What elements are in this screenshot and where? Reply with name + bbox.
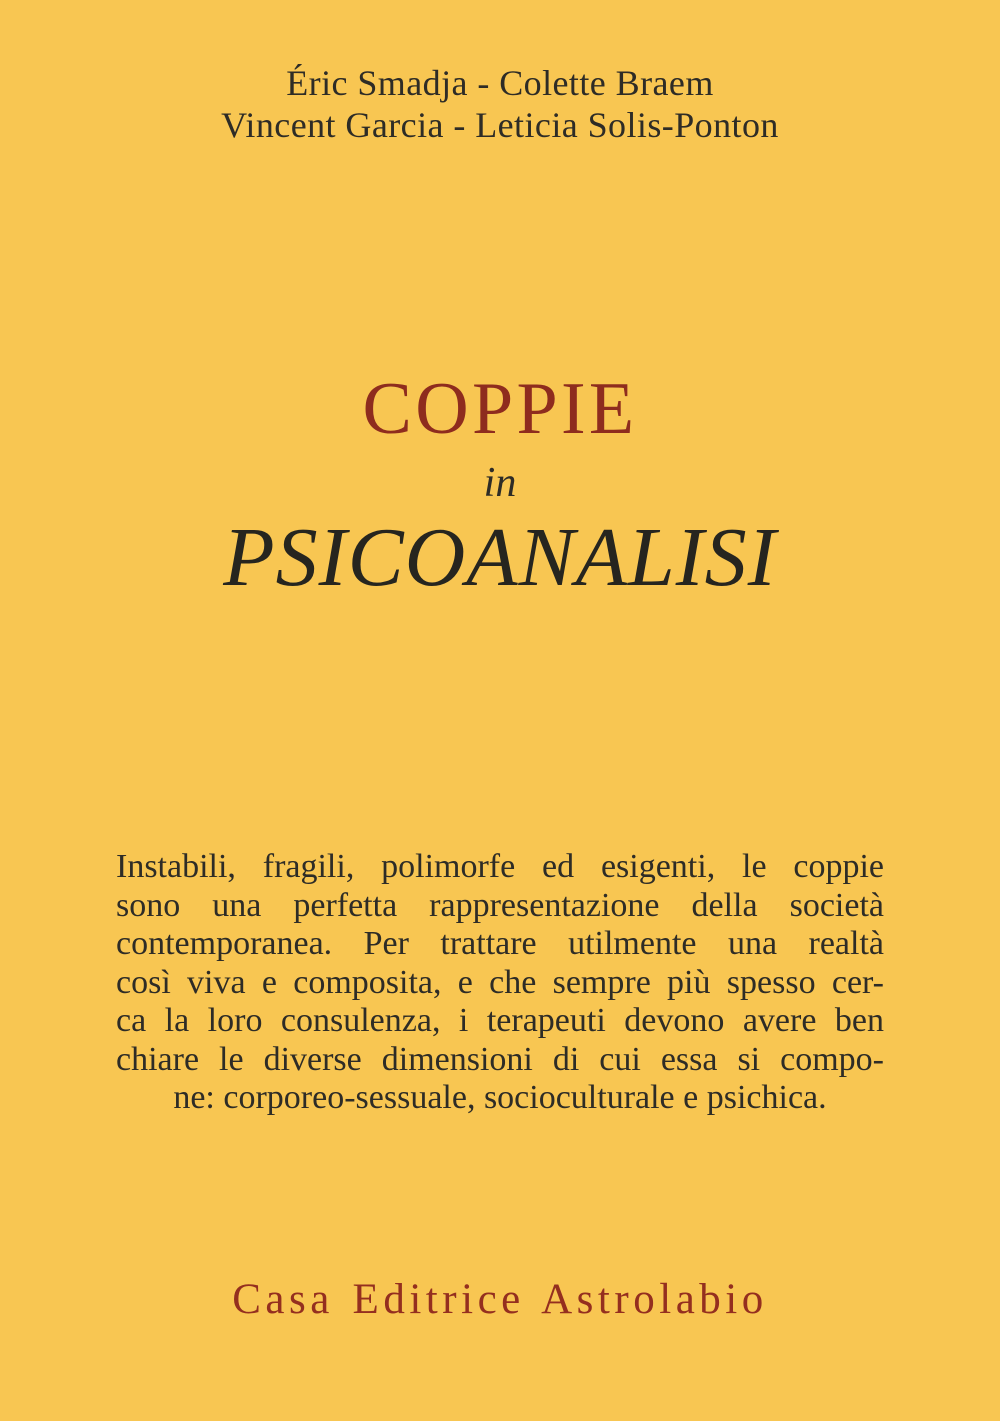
publisher-name: Casa Editrice Astrolabio xyxy=(232,1275,768,1323)
blurb-line: ne: corporeo-sessuale, socioculturale e psichica. xyxy=(173,1079,827,1117)
blurb-line: Instabili, fragili, polimorfe ed esigenti, le coppie xyxy=(116,848,884,886)
blurb-line: sono una perfetta rappresentazione della società xyxy=(116,886,884,924)
author-line-2: Vincent Garcia - Leticia Solis-Ponton xyxy=(221,105,779,146)
title-block xyxy=(0,368,1000,605)
blurb-paragraph xyxy=(0,848,1000,1118)
book-title-main: COPPIE xyxy=(362,368,638,451)
author-line-1: Éric Smadja - Colette Braem xyxy=(286,63,714,103)
authors-block xyxy=(0,62,1000,146)
blurb-line: contemporanea. Per trattare utilmente una realtà xyxy=(116,925,884,963)
blurb-line: ca la loro consulenza, i terapeuti devono avere ben xyxy=(116,1002,884,1040)
blurb-line: così viva e composita, e che sempre più spesso cer- xyxy=(116,963,884,1001)
blurb-line: chiare le diverse dimensioni di cui essa si compo- xyxy=(116,1040,884,1078)
book-title-connector: in xyxy=(483,460,517,507)
book-title-sub: PSICOANALISI xyxy=(223,511,777,605)
